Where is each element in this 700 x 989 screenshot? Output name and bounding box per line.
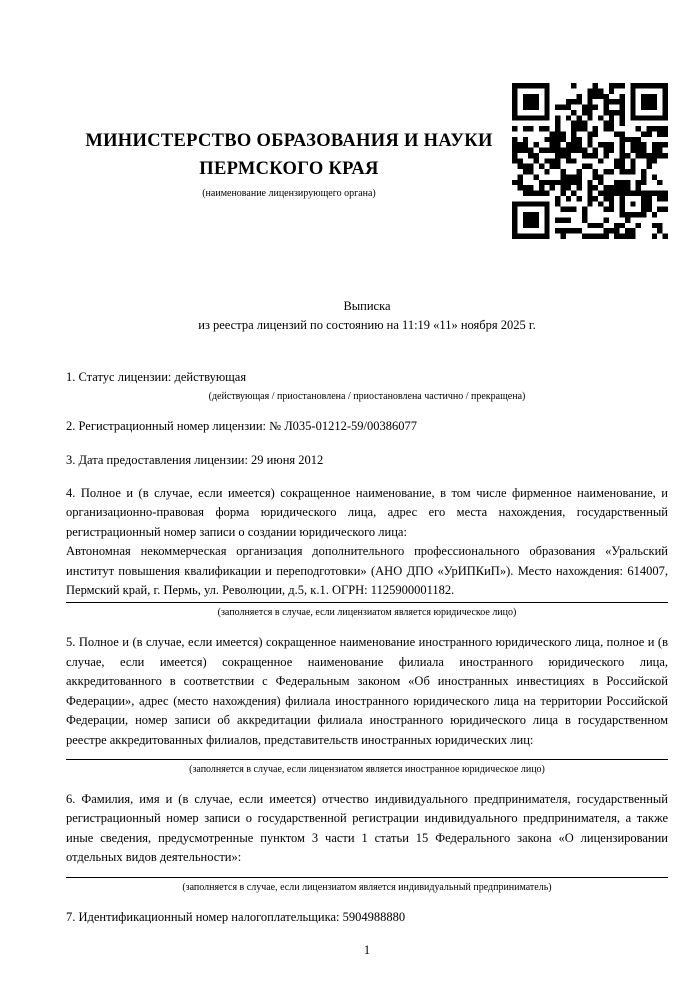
item-7 <box>66 908 668 927</box>
qr-code <box>512 83 668 239</box>
item-5-caption: (заполняется в случае, если лицензиатом является иностранное юридическое лицо) <box>189 763 545 775</box>
item-2 <box>66 417 668 436</box>
item-1-text: 1. Статус лицензии: действующая <box>66 369 247 384</box>
item-1 <box>66 368 668 403</box>
item-4-value: Автономная некоммерческая организация дополнительного профессионального образования «Уральский институт повышения квалификации и переподготовки» (АНО ДПО «УрИПКиП»). Место нахождения: 614007, Пермский край, г. Пермь, ул. Революции, д.5, к.1. ОГРН: 1125900001182. <box>66 542 668 603</box>
item-6-text: 6. Фамилия, имя и (в случае, если имеется) отчество индивидуального предпринимателя, государственный регистрационный номер записи о государственной регистрации индивидуального предпринимателя, а также иные сведения, предусмотренные пунктом 3 части 1 статьи 15 Федерального закона «О лицензировании отдельных видов деятельности»: <box>66 791 668 865</box>
item-2-text: 2. Регистрационный номер лицензии: № Л035-01212-59/00386077 <box>66 419 417 434</box>
item-4 <box>66 484 668 619</box>
item-7-text: 7. Идентификационный номер налогоплательщика: 5904988880 <box>66 909 406 924</box>
document-title-line2: из реестра лицензий по состоянию на 11:19 «11» ноября 2025 г. <box>198 318 536 333</box>
qr-code-image <box>512 83 668 239</box>
item-5-text: 5. Полное и (в случае, если имеется) сокращенное наименование иностранного юридического лица, полное и (в случае, если имеется) сокращенное наименование филиала иностранного юридического лица, аккредитованного в соответствии с Федеральным законом «Об иностранных инвестициях в Российской Федерации», адрес (место нахождения) филиала иностранного юридического лица на территории Российской Федерации, номер записи об аккредитации филиала иностранного юридического лица в государственном реестре аккредитованных филиалов, представительств иностранных юридических лиц: <box>66 635 668 747</box>
ministry-name <box>66 127 512 183</box>
item-1-caption: (действующая / приостановлена / приостановлена частично / прекращена) <box>208 391 526 403</box>
item-6 <box>66 790 668 894</box>
ministry-name-line2: ПЕРМСКОГО КРАЯ <box>199 159 379 179</box>
item-4-caption: (заполняется в случае, если лицензиатом является юридическое лицо) <box>217 607 517 619</box>
item-6-blank-line <box>66 868 668 878</box>
item-3 <box>66 451 668 470</box>
item-5 <box>66 633 668 775</box>
item-4-text: 4. Полное и (в случае, если имеется) сокращенное наименование, в том числе фирменное наименование, и организационно-правовая форма юридического лица, адрес его места нахождения, государственный регистрационный номер записи о создании юридического лица: <box>66 486 668 539</box>
ministry-caption: (наименование лицензирующего органа) <box>202 188 376 199</box>
licensing-authority <box>66 83 512 200</box>
page-number: 1 <box>363 942 371 957</box>
document-title <box>66 297 668 336</box>
item-6-caption: (заполняется в случае, если лицензиатом является индивидуальный предприниматель) <box>182 881 552 893</box>
item-3-text: 3. Дата предоставления лицензии: 29 июня 2012 <box>66 452 324 467</box>
document-title-line1: Выписка <box>343 299 391 313</box>
ministry-name-line1: МИНИСТЕРСТВО ОБРАЗОВАНИЯ И НАУКИ <box>85 131 493 151</box>
document-header <box>66 83 668 239</box>
item-5-blank-line <box>66 750 668 760</box>
